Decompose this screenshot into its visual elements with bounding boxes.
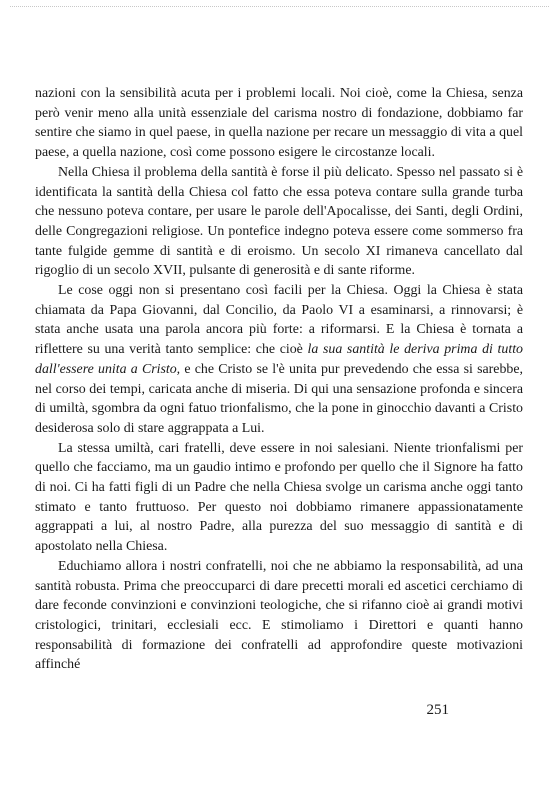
paragraph-3 (35, 281, 523, 439)
paragraph-3-emphasis: la sua santità le deriva prima di tutto dall'essere unita a Cristo, (35, 342, 523, 377)
body-text (35, 84, 523, 675)
page-edge-rule (10, 6, 549, 7)
paragraph-3-before: Le cose oggi non si presentano così facili per la Chiesa. Oggi la Chiesa è stata chiamata da Papa Giovanni, dal Concilio, da Paolo VI a esaminarsi, a rinnovarsi; è stata anche usata una parola ancora più forte: a riformarsi. E la Chiesa è tornata a riflettere su una verità tanto semplice: che cioè (35, 283, 523, 358)
paragraph-4: La stessa umiltà, cari fratelli, deve essere in noi salesiani. Niente trionfalismi per quello che facciamo, ma un gaudio intimo e profondo per quello che il Signore ha fatto di noi. Ci ha fatti figli di un Padre che nella Chiesa svolge un carisma anche oggi tanto stimato e tanto fruttuoso. Per questo noi dobbiamo rimanere appassionatamente aggrappati a lui, al nostro Padre, alla purezza del suo messaggio di santità e di apostolato nella Chiesa. (35, 440, 523, 555)
paragraph-1: nazioni con la sensibilità acuta per i problemi locali. Noi cioè, come la Chiesa, senza però venir meno alla unità essenziale del carisma nostro di fondazione, dobbiamo far sentire che siamo in quel paese, in quella nazione per recare un messaggio di vita a quel paese, a quella nazione, così come possono esigere le circostanze locali. (35, 86, 523, 161)
paragraph-5: Educhiamo allora i nostri confratelli, noi che ne abbiamo la responsabilità, ad una santità robusta. Prima che preoccuparci di dare precetti morali ed ascetici cerchiamo di dare feconde convinzioni e convinzioni teologiche, che si rifanno cioè ai grandi motivi cristologici, trinitari, ecclesiali ecc. E stimoliamo i Direttori e quanti hanno responsabilità di formazione dei confratelli ad approfondire queste motivazioni affinché (35, 558, 523, 673)
paragraph-3-after: e che Cristo se l'è unita pur prevedendo che essa si sarebbe, nel corso dei tempi, caricata anche di miseria. Di qui una sensazione profonda e sincera di umiltà, sgombra da ogni fatuo trionfalismo, che la pone in ginocchio davanti a Cristo desiderosa solo di stare aggrappata a Lui. (35, 361, 523, 436)
paragraph-2: Nella Chiesa il problema della santità è forse il più delicato. Spesso nel passato si è identificata la santità della Chiesa col fatto che essa poteva contare sulla grande turba che nessuno poteva contare, per usare le parole dell'Apocalisse, dei Santi, degli Ordini, delle Congregazioni religiose. Un pontefice indegno poteva essere come sommerso fra tante fulgide gemme di santità e di eroismo. Un secolo XI rimaneva cancellato dal rigoglio di un secolo XVII, pulsante di generosità e di sante riforme. (35, 164, 523, 279)
page-number: 251 (426, 702, 449, 718)
